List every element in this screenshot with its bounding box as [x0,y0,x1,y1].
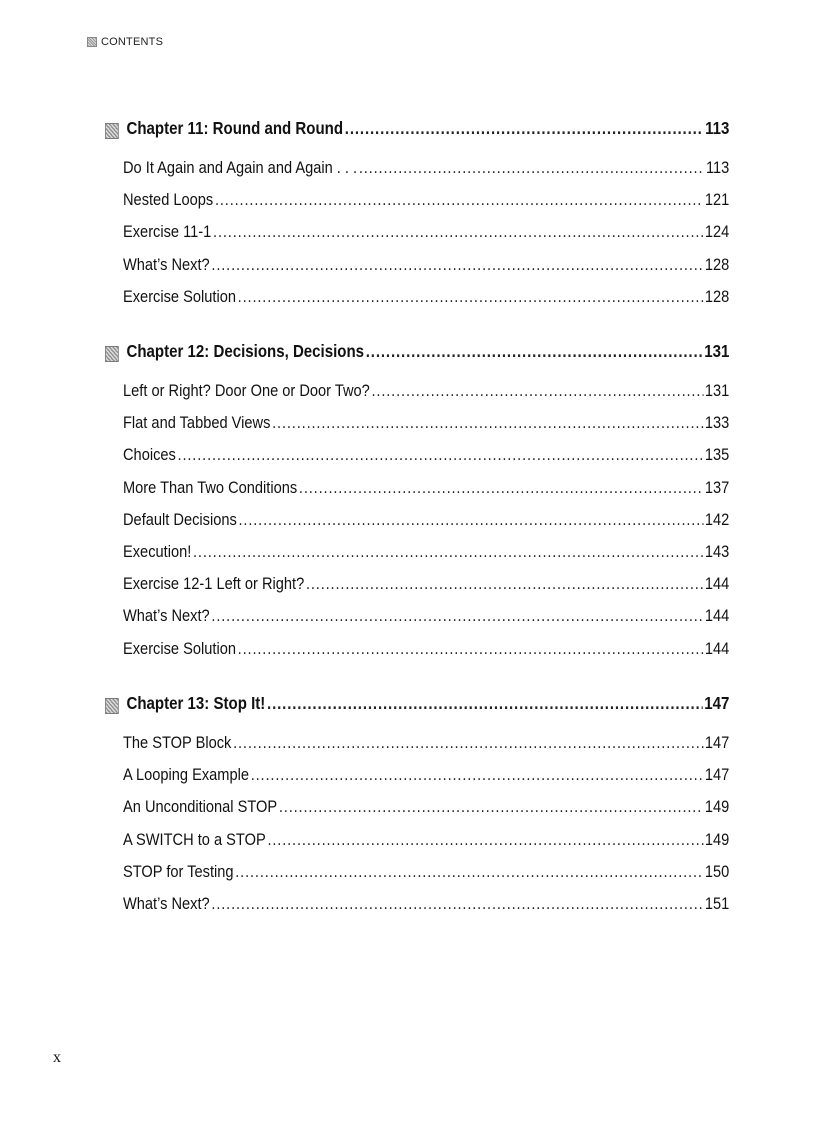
entry-title: Choices [123,445,176,465]
dot-leader [215,190,703,210]
dot-leader [366,341,703,362]
entry-title: Execution! [123,541,192,561]
dot-leader [359,158,704,178]
entry-page-number: 144 [704,606,730,626]
entry-page-number: 142 [704,509,730,529]
entry-title: STOP for Testing [123,861,234,881]
entry-title: More Than Two Conditions [123,477,298,497]
entry-title: The STOP Block [123,733,232,752]
running-head [87,36,163,48]
entry-title: A SWITCH to a STOP [123,829,266,849]
toc-entry[interactable] [123,830,729,862]
dot-leader [267,693,702,714]
dot-leader [371,381,703,401]
chapter-section [105,341,729,671]
entry-title: Nested Loops [123,190,214,210]
toc-entry[interactable] [123,445,729,477]
entry-title: Exercise 12-1 Left or Right? [123,574,305,594]
toc-entry[interactable] [123,894,729,926]
entry-page-number: 121 [704,190,730,210]
dot-leader [238,639,704,659]
dot-leader [299,478,703,498]
chapter-page-number: 131 [704,341,730,361]
chapter-page-number: 147 [704,693,730,713]
toc-entry[interactable] [123,606,729,638]
dot-leader [345,118,704,139]
chapter-bullet-icon [105,123,119,139]
entry-page-number: 151 [704,893,730,913]
chapter-section [105,118,729,319]
dot-leader [272,413,703,433]
dot-leader [193,542,703,562]
entry-page-number: 150 [704,861,730,881]
entry-title: Do It Again and Again and Again . . . [123,158,358,177]
entry-page-number: 135 [704,445,730,465]
dot-leader [238,287,704,307]
section-list [105,733,729,926]
chapter-title: Chapter 13: Stop It! [126,693,266,713]
entry-title: Exercise Solution [123,286,236,306]
chapter-bullet-icon [105,346,119,362]
entry-page-number: 147 [704,765,730,785]
entry-page-number: 128 [704,254,730,274]
chapter-page-number: 113 [705,118,730,138]
entry-page-number: 144 [704,574,730,594]
toc-entry[interactable] [123,222,729,254]
dot-leader [306,574,703,594]
toc-entry[interactable] [123,574,729,606]
entry-title: Left or Right? Door One or Door Two? [123,381,370,400]
chapter-bullet-icon [105,698,119,714]
chapter-title: Chapter 12: Decisions, Decisions [126,341,365,361]
toc-entry[interactable] [123,255,729,287]
entry-title: What’s Next? [123,254,210,274]
toc-entry[interactable] [123,287,729,319]
toc-entry[interactable] [123,478,729,510]
dot-leader [238,510,703,530]
toc-entry[interactable] [123,158,729,190]
entry-title: What’s Next? [123,606,210,626]
entry-page-number: 137 [704,477,730,497]
entry-page-number: 144 [704,638,730,658]
dot-leader [267,830,703,850]
dot-leader [233,733,703,753]
page-folio: x [53,1049,61,1066]
entry-title: Exercise 11-1 [123,222,212,242]
section-list [105,381,729,671]
entry-page-number: 131 [704,381,730,400]
running-head-text: CONTENTS [101,36,164,48]
entry-page-number: 149 [704,797,730,817]
entry-page-number: 133 [704,413,730,433]
toc-entry[interactable] [123,639,729,671]
entry-page-number: 147 [704,733,730,752]
entry-page-number: 124 [704,222,730,242]
dot-leader [178,445,704,465]
entry-page-number: 143 [704,541,730,561]
toc-entry[interactable] [123,797,729,829]
entry-title: Flat and Tabbed Views [123,413,271,433]
dot-leader [211,894,703,914]
entry-title: Exercise Solution [123,638,236,658]
dot-leader [251,765,703,785]
toc-entry[interactable] [123,381,729,413]
toc-entry[interactable] [123,862,729,894]
dot-leader [213,222,703,242]
dot-leader [279,797,703,817]
dot-leader [211,255,703,275]
toc-entry[interactable] [123,542,729,574]
toc-entry[interactable] [123,733,729,765]
entry-title: A Looping Example [123,765,249,785]
entry-title: Default Decisions [123,509,237,529]
square-bullet-icon [87,37,97,47]
entry-page-number: 113 [705,158,730,177]
toc-entry[interactable] [123,413,729,445]
dot-leader [235,862,703,882]
section-list [105,158,729,319]
entry-title: An Unconditional STOP [123,797,278,817]
entry-page-number: 149 [704,829,730,849]
toc-entry[interactable] [123,765,729,797]
chapter-heading[interactable] [105,341,729,367]
entry-page-number: 128 [704,286,730,306]
chapter-section [105,693,729,926]
chapter-title: Chapter 11: Round and Round [126,118,344,138]
toc-entry[interactable] [123,510,729,542]
chapter-heading[interactable] [105,118,729,144]
entry-title: What’s Next? [123,893,210,913]
toc-entry[interactable] [123,190,729,222]
dot-leader [211,606,703,626]
chapter-heading[interactable] [105,693,729,719]
